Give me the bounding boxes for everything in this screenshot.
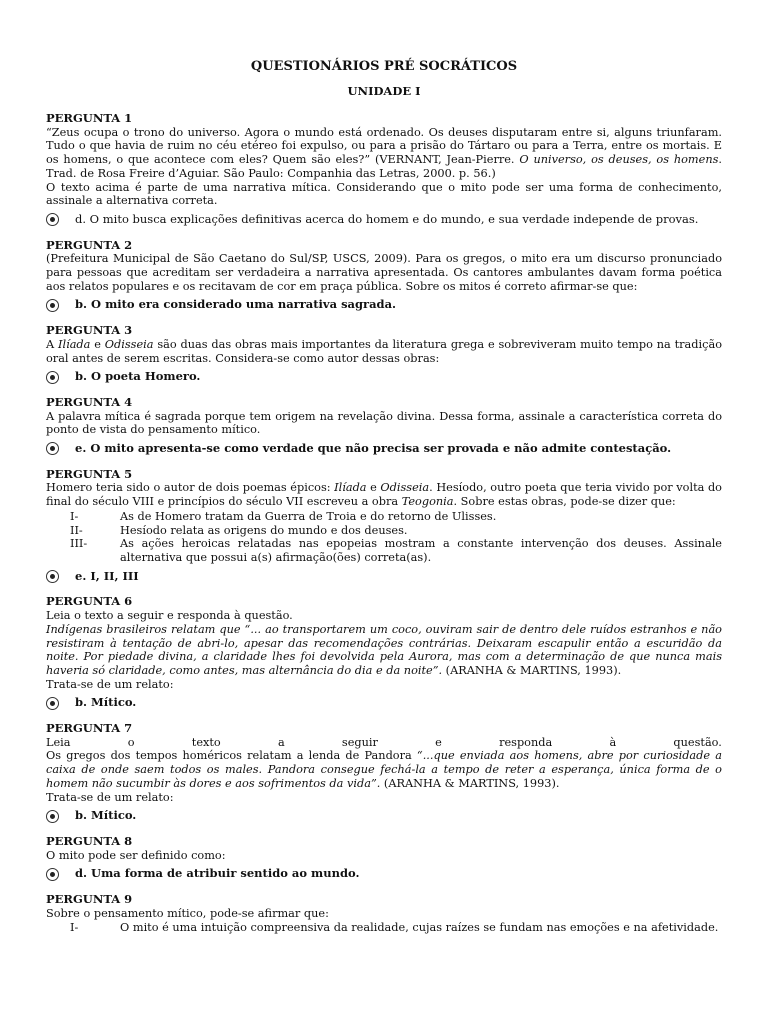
text-run: A [46,337,58,351]
radio-selected-icon[interactable] [46,868,59,881]
selected-answer[interactable] [46,867,722,881]
statement-list [46,921,722,935]
question-text: A palavra mítica é sagrada porque tem origem na revelação divina. Dessa forma, assinale a característica correta do ponto de vista do pensamento mítico. [46,409,722,437]
item-number: II- [70,523,83,537]
question-heading: PERGUNTA 6 [46,594,133,609]
question-text: Sobre o pensamento mítico, pode-se afirmar que: [46,906,329,920]
answer-text: e. O mito apresenta-se como verdade que não precisa ser provada e não admite contestação. [75,441,672,456]
text-italic: Ilíada [58,337,91,351]
question-5 [46,468,722,584]
intro-word: e [435,735,442,749]
selected-answer[interactable] [46,442,722,456]
text-run: . Sobre estas obras, pode-se dizer que: [453,495,676,509]
question-intro: Leia o texto a seguir e responda à questão. [46,609,293,623]
radio-selected-icon[interactable] [46,213,59,226]
intro-word: à [609,735,617,749]
question-quote [46,126,722,181]
question-text [46,338,722,365]
question-7 [46,722,722,823]
text-run: Os gregos dos tempos homéricos relatam a lenda de Pandora [46,749,417,763]
item-text: Hesíodo relata as origens do mundo e dos deuses. [120,523,408,537]
question-quote [46,623,722,678]
list-item [46,524,722,538]
selected-answer[interactable] [46,370,722,384]
quote-italic: “...que enviada aos homens, abre por curiosidade a caixa de onde saem todos os males. Pandora consegue fechá-la a tempo de reter a esperança, única forma de o homem não sucumbir às dores e aos sofrimentos da vida”. [46,749,722,790]
answer-text: d. O mito busca explicações definitivas acerca do homem e do mundo, e sua verdade independe de provas. [75,211,699,226]
question-3 [46,324,722,384]
document-subtitle: UNIDADE I [347,84,421,98]
quote-italic: O universo, os deuses, os homens [519,153,719,167]
item-text: As de Homero tratam da Guerra de Troia e do retorno de Ulisses. [120,509,497,523]
question-text: Trata-se de um relato: [46,677,174,691]
radio-selected-icon[interactable] [46,697,59,710]
list-item [46,537,722,564]
item-text: O mito é uma intuição compreensiva da realidade, cujas raízes se fundam nas emoções e na afetividade. [120,921,719,935]
question-heading: PERGUNTA 7 [46,721,133,736]
question-1 [46,112,722,227]
selected-answer[interactable] [46,570,722,584]
selected-answer[interactable] [46,213,722,227]
question-6 [46,595,722,710]
answer-text: b. O poeta Homero. [75,369,201,384]
answer-text: d. Uma forma de atribuir sentido ao mundo. [75,866,360,881]
text-italic: Teogonia [401,495,454,509]
question-heading: PERGUNTA 1 [46,111,133,125]
item-text: As ações heroicas relatadas nas epopeias mostram a constante intervenção dos deuses. Assinale alternativa que possui a(s) afirmação(ões) correta(as). [120,537,722,564]
item-number: III- [70,537,88,551]
radio-selected-icon[interactable] [46,570,59,583]
text-italic: Odisseia [380,481,430,495]
question-9 [46,893,722,935]
quote-reference: (ARANHA & MARTINS, 1993). [442,663,622,677]
question-heading: PERGUNTA 9 [46,892,133,907]
question-text: O mito pode ser definido como: [46,848,226,862]
question-heading: PERGUNTA 2 [46,237,133,252]
quote-text: . Trad. de Rosa Freire d’Aguiar. São Paulo: Companhia das Letras, 2000. p. 56.) [46,153,722,180]
question-intro [46,736,722,750]
text-italic: Ilíada [334,481,367,495]
question-quote [46,749,722,790]
radio-selected-icon[interactable] [46,442,59,455]
item-number: I- [70,921,79,935]
intro-word: questão. [673,735,722,749]
question-2 [46,239,722,313]
radio-selected-icon[interactable] [46,299,59,312]
intro-word: seguir [341,735,378,749]
radio-selected-icon[interactable] [46,371,59,384]
selected-answer[interactable] [46,298,722,312]
intro-word: o [127,735,135,749]
question-text: Trata-se de um relato: [46,790,174,804]
text-italic: Odisseia [104,337,154,351]
question-8 [46,835,722,881]
quote-italic: Indígenas brasileiros relatam que “... ao transportarem um coco, ouviram sair de dentro dele ruídos estranhos e não resistiram à tentação de abri-lo, apesar das recomendações contrárias. Deixaram escapulir então a escuridão da noite. Por piedade divina, a claridade lhes foi devolvida pela Aurora, mas com a determinação de que nunca mais haveria só claridade, como antes, mas alternância do dia e da noite”. [46,622,722,677]
answer-text: b. O mito era considerado uma narrativa sagrada. [75,297,397,312]
quote-text: “Zeus ocupa o trono do universo. Agora o mundo está ordenado. Os deuses disputaram entre si, alguns triunfaram. Tudo o que havia de ruim no céu etéreo foi expulso, ou para a prisão do Tártaro ou para a Terra, entre os mortais. E os homens, o que acontece com eles? Quem são eles?” (VERNANT, Jean-Pierre. [46,125,722,167]
question-text [46,481,722,508]
question-text: (Prefeitura Municipal de São Caetano do Sul/SP, USCS, 2009). Para os gregos, o mito era um discurso pronunciado para pessoas que acreditam ser verdadeira a narrativa apresentada. Os cantores ambulantes davam forma poética aos relatos populares e os recitavam de cor em praça pública. Sobre os mitos é correto afirmar-se que: [46,252,722,293]
question-4 [46,396,722,456]
answer-text: b. Mítico. [75,695,137,710]
questions-list [46,112,722,947]
intro-word: Leia [46,735,71,749]
document-title: QUESTIONÁRIOS PRÉ SOCRÁTICOS [250,59,518,74]
question-heading: PERGUNTA 5 [46,466,133,481]
answer-text: b. Mítico. [75,808,137,823]
statement-list [46,510,722,565]
radio-selected-icon[interactable] [46,810,59,823]
intro-word: responda [499,735,553,749]
selected-answer[interactable] [46,696,722,710]
text-run: . Hesíodo, outro poeta que teria vivido por volta do final do século VIII e princípios do século VII escreveu a obra [46,481,722,509]
question-heading: PERGUNTA 8 [46,833,133,848]
item-number: I- [70,509,79,523]
selected-answer[interactable] [46,809,722,823]
text-run: Homero teria sido o autor de dois poemas épicos: [46,481,335,495]
question-heading: PERGUNTA 3 [46,323,133,338]
text-run: e [90,337,105,351]
text-run: e [366,481,381,495]
text-run: são duas das obras mais importantes da literatura grega e sobreviveram muito tempo na tradição oral antes de serem escritas. Considera-se como autor dessas obras: [46,337,722,365]
quote-reference: (ARANHA & MARTINS, 1993). [380,776,560,790]
answer-text: e. I, II, III [75,568,139,583]
intro-word: a [277,735,285,749]
question-text: O texto acima é parte de uma narrativa mítica. Considerando que o mito pode ser uma forma de conhecimento, assinale a alternativa correta. [46,180,722,208]
list-item [46,921,722,935]
list-item [46,510,722,524]
intro-word: texto [191,735,221,749]
question-heading: PERGUNTA 4 [46,394,133,409]
